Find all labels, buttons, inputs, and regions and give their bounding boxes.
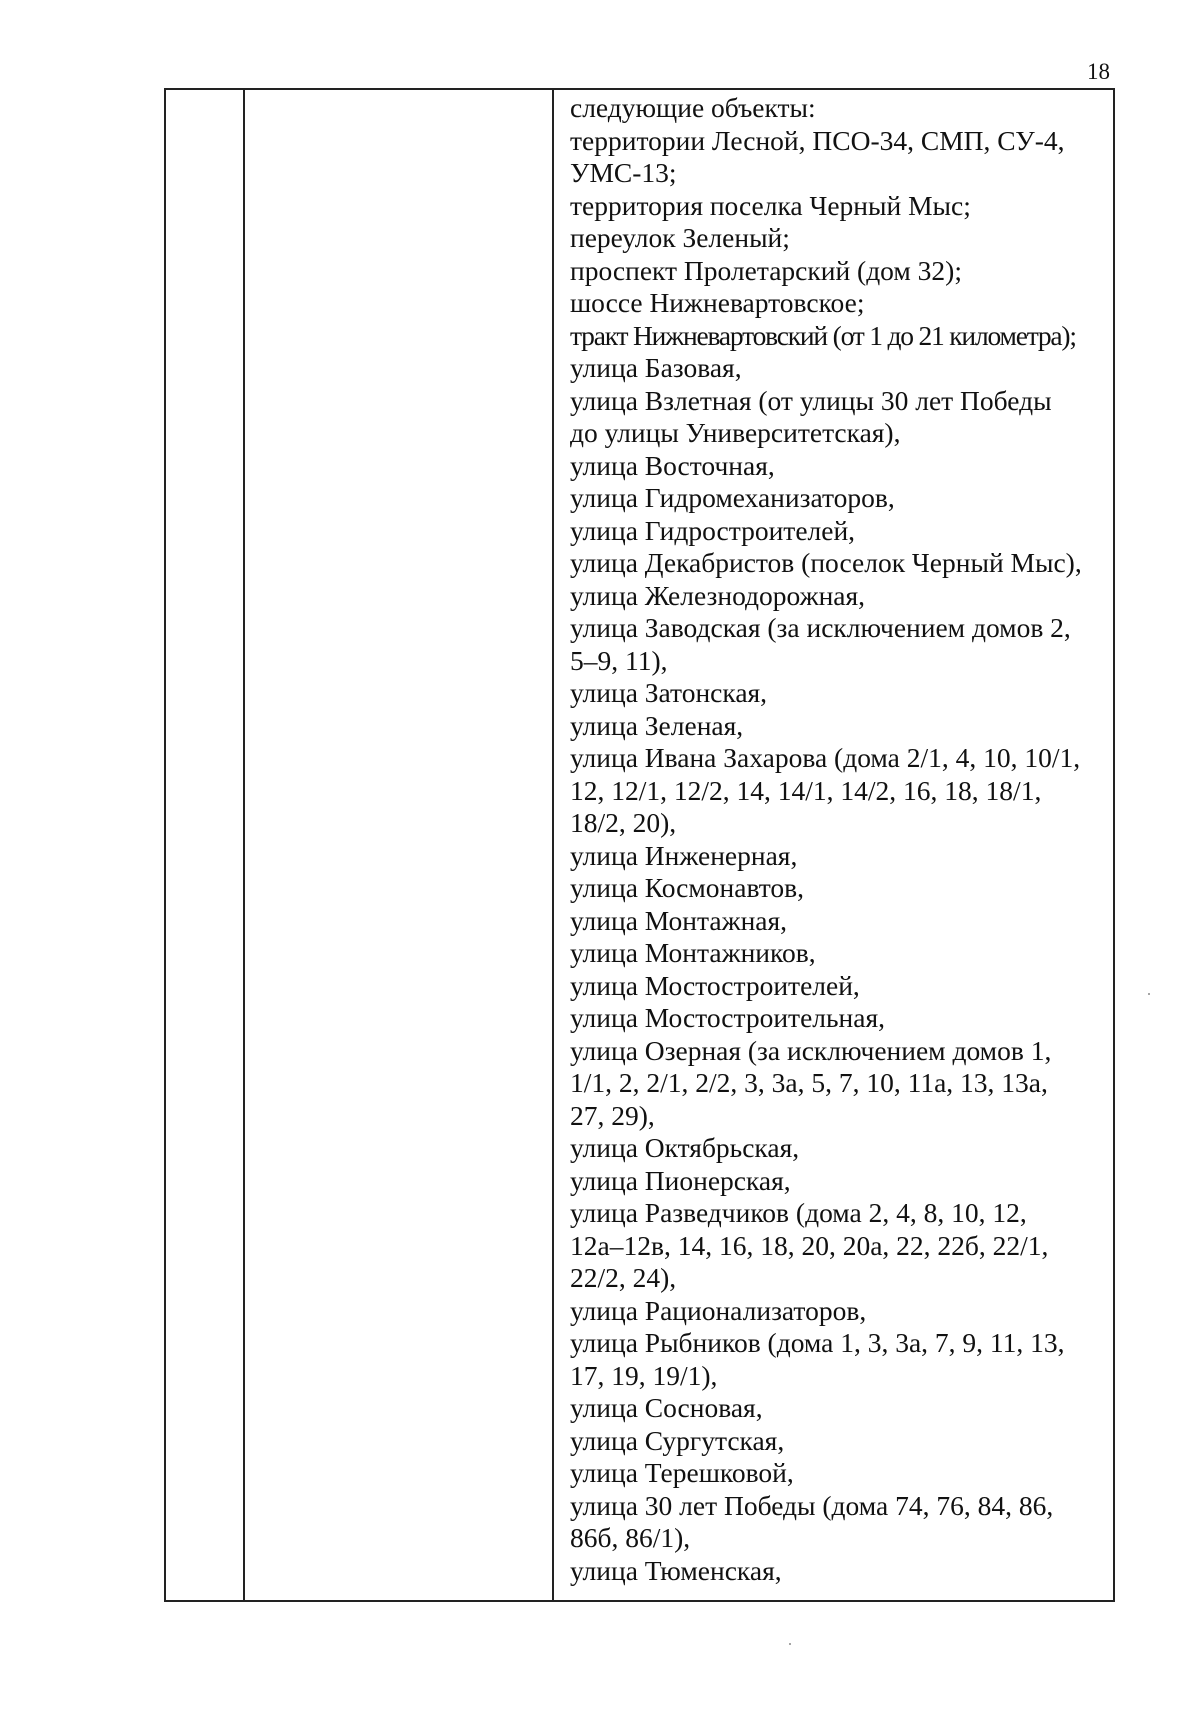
address-line: улица Рационализаторов, (570, 1294, 867, 1326)
address-line: улица Октябрьская, (570, 1132, 800, 1163)
address-line: улица Зеленая, (570, 709, 744, 741)
address-line: улица Восточная, (570, 449, 775, 481)
address-list-cell (570, 92, 1110, 1587)
address-table (164, 88, 1115, 1602)
address-line: улица Космонавтов, (570, 872, 805, 903)
address-line: следующие объекты: (570, 92, 816, 123)
address-line: улица Сургутская, (570, 1424, 785, 1456)
address-line: улица Мостостроительная, (570, 1002, 885, 1033)
address-line: улица Взлетная (от улицы 30 лет Победы (570, 384, 1052, 416)
address-line: 12, 12/1, 12/2, 14, 14/1, 14/2, 16, 18, 18/1, (570, 774, 1042, 806)
address-line: до улицы Университетская), (570, 417, 901, 448)
address-line: 17, 19, 19/1), (570, 1359, 718, 1391)
scan-speck (789, 1643, 791, 1645)
address-line: улица Заводская (за исключением домов 2, (570, 612, 1071, 643)
address-line: улица Озерная (за исключением домов 1, (570, 1034, 1052, 1066)
address-line: 12а–12в, 14, 16, 18, 20, 20а, 22, 22б, 22/1, (570, 1229, 1049, 1261)
table-column-divider (552, 90, 554, 1600)
address-line: улица Затонская, (570, 677, 768, 708)
address-line: улица Сосновая, (570, 1392, 763, 1423)
address-line: территория поселка Черный Мыс; (570, 189, 971, 221)
page-number: 18 (1087, 59, 1110, 84)
address-line: шоссе Нижневартовское; (570, 287, 865, 318)
address-line: УМС-13; (570, 157, 677, 188)
scan-speck (1148, 993, 1150, 995)
address-line: 27, 29), (570, 1099, 655, 1131)
address-line: улица Базовая, (570, 352, 742, 383)
address-line: 1/1, 2, 2/1, 2/2, 3, 3а, 5, 7, 10, 11а, 13, 13а, (570, 1067, 1048, 1098)
address-line: 18/2, 20), (570, 807, 677, 838)
address-line: улица Пионерская, (570, 1164, 791, 1196)
address-line: 5–9, 11), (570, 644, 668, 676)
address-line: улица Гидростроителей, (570, 514, 856, 546)
address-line: территории Лесной, ПСО-34, СМП, СУ-4, (570, 124, 1065, 156)
address-line: 22/2, 24), (570, 1262, 677, 1293)
address-line: тракт Нижневартовский (от 1 до 21 километра); (570, 319, 1076, 351)
address-line: улица Монтажников, (570, 937, 816, 968)
address-line: 86б, 86/1), (570, 1522, 691, 1553)
table-column-divider (243, 90, 245, 1600)
address-line: улица Железнодорожная, (570, 579, 866, 611)
address-line: улица Терешковой, (570, 1457, 794, 1488)
address-line: улица Ивана Захарова (дома 2/1, 4, 10, 10/1, (570, 742, 1081, 773)
address-line: улица 30 лет Победы (дома 74, 76, 84, 86, (570, 1489, 1054, 1521)
address-line: улица Тюменская, (570, 1554, 782, 1586)
address-line: улица Монтажная, (570, 904, 788, 936)
address-line: улица Декабристов (поселок Черный Мыс), (570, 547, 1082, 578)
address-line: улица Гидромеханизаторов, (570, 482, 895, 513)
address-line: улица Мостостроителей, (570, 969, 860, 1001)
address-line: улица Разведчиков (дома 2, 4, 8, 10, 12, (570, 1197, 1027, 1228)
address-line: переулок Зеленый; (570, 222, 790, 253)
address-line: улица Рыбников (дома 1, 3, 3а, 7, 9, 11, 13, (570, 1327, 1065, 1358)
address-line: проспект Пролетарский (дом 32); (570, 254, 962, 286)
address-line: улица Инженерная, (570, 839, 798, 871)
